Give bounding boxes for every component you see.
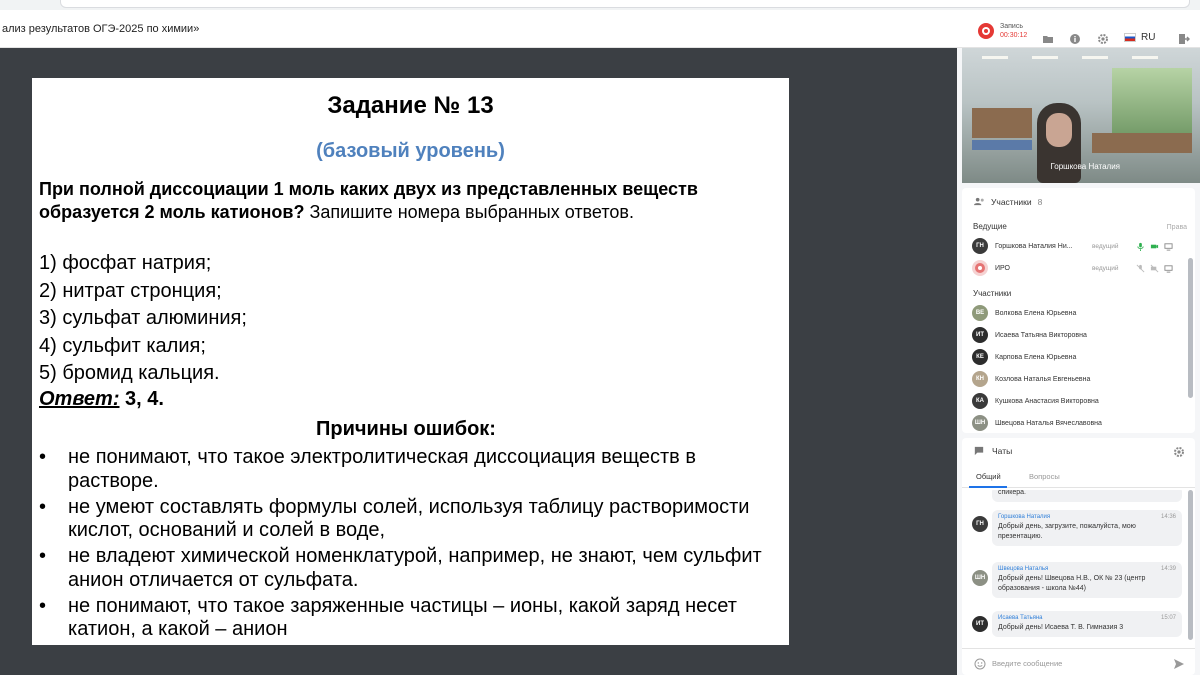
smile-icon [974,658,986,670]
reason-item: • не владеют химической номенклатурой, например, не знают, чем сульфит анион отличается от сульфата. [39,545,779,592]
russia-flag-icon [1124,33,1136,42]
chat-panel [962,438,1195,675]
chat-message [992,611,1182,637]
chat-tabs [962,466,1195,488]
rights-label: Права [1166,224,1187,231]
active-tab-indicator [969,486,1007,488]
avatar: ИТ [972,327,988,343]
participant-name: Козлова Наталья Евгеньевна [995,375,1091,383]
folder-button[interactable] [1039,30,1057,48]
participant-row[interactable] [972,413,1187,433]
participants-title: Участники [991,196,1032,207]
hosts-section-label: Ведущие [973,222,1007,231]
option-item: 2) нитрат стронция; [39,279,222,302]
participant-row[interactable] [972,258,1187,278]
answer-label: Ответ: [39,388,120,410]
top-header [0,10,1200,48]
avatar: КН [972,371,988,387]
exit-icon [1178,33,1190,45]
slide-subtitle: (базовый уровень) [316,140,505,162]
chat-icon [974,446,984,456]
message-author: Швецова Наталья [998,566,1049,572]
participant-name: Исаева Татьяна Викторовна [995,331,1087,339]
screen-share-icon[interactable] [1162,241,1174,251]
chat-scrollbar[interactable] [1188,490,1193,640]
recording-label: Запись [1000,23,1023,30]
reasons-list [39,446,779,644]
right-panel [957,48,1200,675]
avatar: ГН [972,516,988,532]
speaker-name: Горшкова Наталия [1050,162,1120,171]
avatar: ШН [972,570,988,586]
screen-share-icon[interactable] [1162,263,1174,273]
speaker-video[interactable] [962,48,1200,183]
tab-general[interactable]: Общий [976,472,1001,481]
mic-icon[interactable] [1134,241,1146,251]
chat-input[interactable]: Введите сообщение [992,659,1063,668]
participant-row[interactable] [972,369,1187,389]
reasons-title: Причины ошибок: [316,418,496,440]
presentation-slide [32,78,789,645]
participant-role: ведущий [1092,242,1119,250]
chat-message [992,510,1182,546]
message-text: Добрый день! Исаева Т. В. Гимназия 3 [998,624,1124,631]
message-time: 14:36 [1160,514,1176,520]
slide-title: Задание № 13 [327,92,494,119]
message-author: Горшкова Наталия [998,514,1051,520]
record-icon [978,23,994,39]
message-author: Исаева Татьяна [998,615,1043,621]
participant-row[interactable] [972,303,1187,323]
camera-off-icon[interactable] [1148,263,1160,273]
participant-row[interactable] [972,325,1187,345]
chat-title: Чаты [992,446,1013,456]
participant-row[interactable] [972,347,1187,367]
event-title: ализ результатов ОГЭ-2025 по химии» [2,23,200,35]
message-text: спикера. [998,490,1026,496]
message-time: 14:39 [1160,566,1176,572]
avatar: КЕ [972,349,988,365]
participant-name: Карпова Елена Юрьевна [995,353,1077,361]
avatar [972,260,988,276]
settings-button[interactable] [1094,30,1112,48]
question-rest: Запишите номера выбранных ответов. [304,202,634,222]
mic-off-icon[interactable] [1134,263,1146,273]
participants-scrollbar[interactable] [1188,258,1193,398]
question-bold: При полной диссоциации 1 моль каких двух из представленных веществ образуется 2 моль катионов? [39,179,698,222]
recording-indicator[interactable] [978,22,1027,40]
avatar: ВЕ [972,305,988,321]
option-item: 1) фосфат натрия; [39,252,212,274]
recording-time: 00:30:12 [1000,32,1028,39]
participants-section-label: Участники [973,289,1012,298]
avatar: ШН [972,415,988,431]
avatar: ГН [972,238,988,254]
reason-item: • не понимают, что такое электролитическая диссоциация веществ в растворе. [39,446,779,493]
answer-value: 3, 4. [119,388,164,410]
chat-message-partial [992,490,1182,502]
participants-icon [974,196,985,207]
chat-message [992,562,1182,598]
chat-header [974,446,1012,456]
avatar: КА [972,393,988,409]
participant-row[interactable] [972,391,1187,411]
address-bar[interactable] [60,0,1190,8]
participant-name: Швецова Наталья Вячеславовна [995,419,1102,427]
info-button[interactable] [1066,30,1084,48]
reason-item: • не умеют составлять формулы солей, используя таблицу растворимости кислот, оснований и солей в воде, [39,496,779,543]
option-item: 3) сульфат алюминия; [39,307,247,329]
info-icon [1069,33,1081,45]
folder-icon [1042,33,1054,45]
camera-icon[interactable] [1148,241,1160,251]
participants-count: 8 [1037,196,1043,207]
message-text: Добрый день! Швецова Н.В., ОК № 23 (центр образования - школа №44) [998,575,1146,592]
reason-item: • не понимают, что такое заряженные частицы – ионы, какой заряд несет катион, а какой – анион [39,595,779,642]
message-text: Добрый день, загрузите, пожалуйста, мою презентацию. [998,523,1136,540]
participant-role: ведущий [1092,264,1119,272]
browser-top-strip [0,0,1200,10]
send-icon [1173,658,1185,670]
tab-questions[interactable]: Вопросы [1029,472,1060,481]
chat-settings-button[interactable] [1173,445,1185,463]
participant-name: Волкова Елена Юрьевна [995,309,1077,317]
participant-name: Кушкова Анастасия Викторовна [995,397,1099,405]
participants-panel [962,188,1195,433]
answer-line [39,388,164,411]
avatar: ИТ [972,616,988,632]
send-button[interactable] [1173,657,1185,675]
participant-row[interactable] [972,236,1187,256]
participant-name: ИРО [995,264,1010,272]
language-label: RU [1141,32,1156,43]
answer-options [39,250,247,388]
gear-icon [1097,33,1109,45]
option-item: 4) сульфит калия; [39,334,206,357]
option-item: 5) бромид кальция. [39,362,220,384]
exit-button[interactable] [1175,30,1193,48]
chat-input-bar [962,648,1195,675]
slide-question [39,178,739,224]
emoji-button[interactable] [974,657,986,675]
message-time: 15:07 [1160,615,1176,621]
presentation-stage [0,48,957,675]
participants-header[interactable] [974,196,1042,207]
iro-logo-icon [972,260,988,276]
participant-name: Горшкова Наталия Ни... [995,242,1073,250]
chat-messages [968,490,1183,640]
language-selector[interactable] [1124,32,1155,43]
gear-icon [1173,446,1185,458]
